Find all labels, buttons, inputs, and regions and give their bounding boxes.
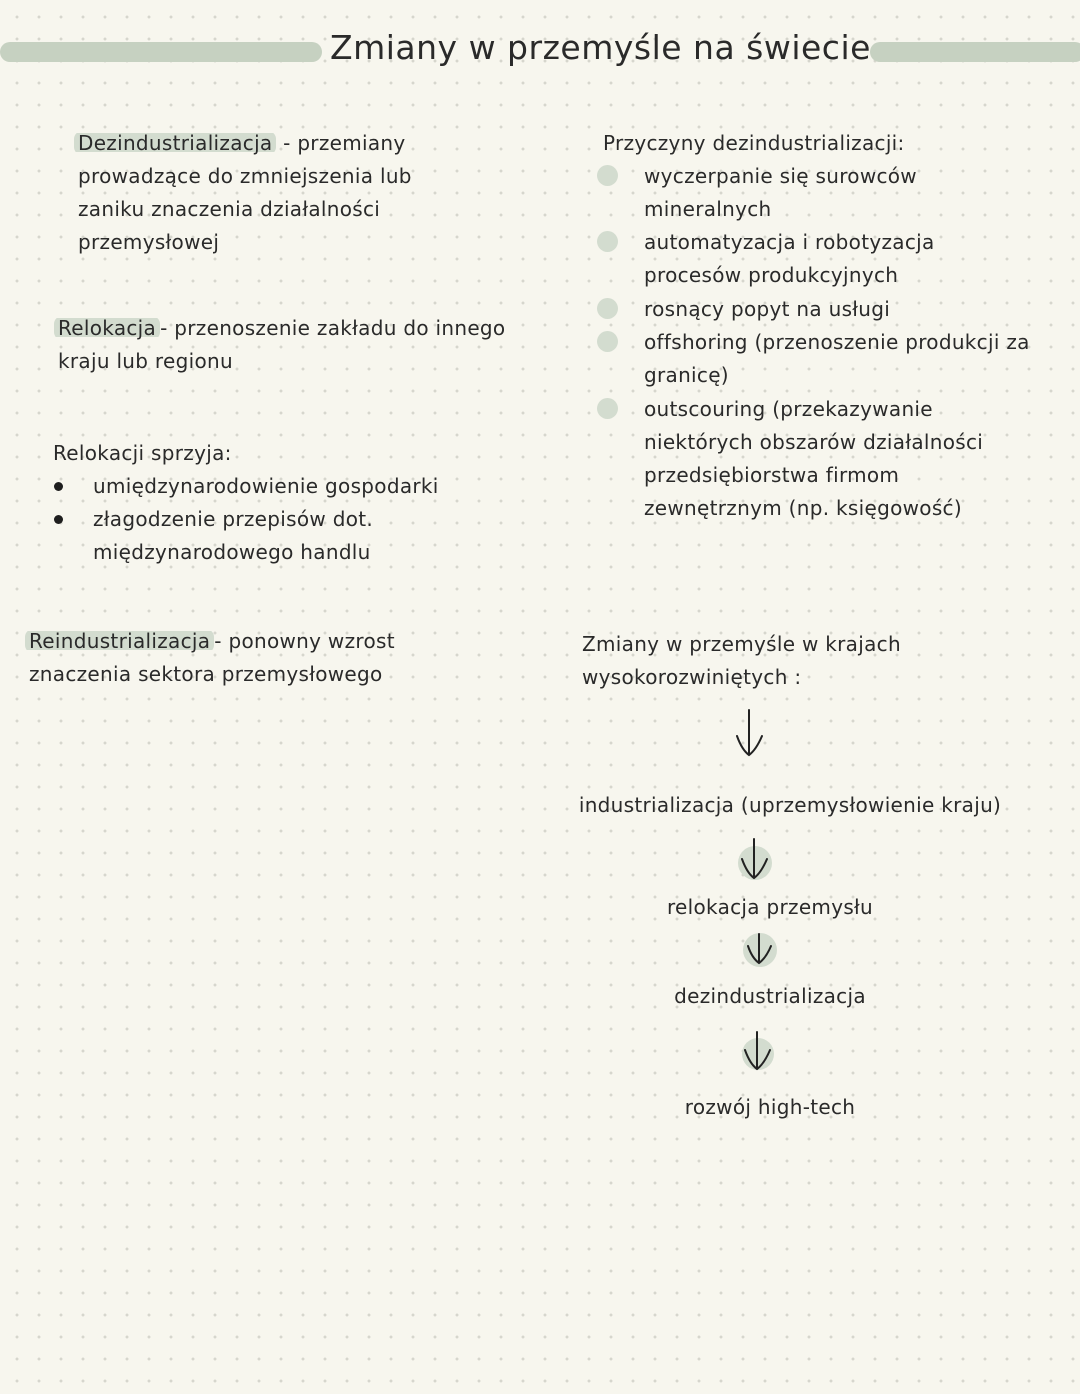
definition-relokacja (58, 312, 505, 378)
list-item-line: niektórych obszarów działalności (644, 430, 984, 454)
list-item (644, 326, 1030, 392)
bullet-icon (603, 237, 612, 246)
przyczyny-heading: Przyczyny dezindustrializacji: (603, 131, 905, 155)
definition-line: - ponowny wzrost (214, 629, 395, 653)
term-dezindustrializacja: Dezindustrializacja (74, 131, 276, 155)
title-decoration-right (870, 42, 1080, 62)
down-arrow-icon (732, 706, 768, 760)
list-item-line: outscouring (przekazywanie (644, 397, 933, 421)
list-item-line: złagodzenie przepisów dot. (93, 507, 374, 531)
title-decoration-left (0, 42, 322, 62)
flow-heading-line: wysokorozwiniętych : (582, 665, 802, 689)
term-reindustrializacja: Reindustrializacja (25, 629, 214, 653)
list-item: rosnący popyt na usługi (644, 297, 891, 321)
flow-heading-line: Zmiany w przemyśle w krajach (582, 632, 901, 656)
list-item-line: międzynarodowego handlu (93, 540, 371, 564)
definition-line: prowadzące do zmniejszenia lub (78, 164, 412, 188)
bullet-icon (603, 337, 612, 346)
definition-dezindustrializacja (78, 127, 412, 259)
flow-step-dezindustrializacja: dezindustrializacja (674, 984, 866, 1008)
bullet-icon (54, 515, 63, 524)
definition-line: znaczenia sektora przemysłowego (29, 662, 383, 686)
down-arrow-icon (736, 1026, 780, 1076)
list-item-line: granicę) (644, 363, 729, 387)
list-item-line: offshoring (przenoszenie produkcji za (644, 330, 1030, 354)
term-relokacja: Relokacja (54, 316, 160, 340)
list-item-line: procesów produkcyjnych (644, 263, 899, 287)
bullet-icon (603, 171, 612, 180)
list-item-line: przedsiębiorstwa firmom (644, 463, 900, 487)
down-arrow-icon (733, 833, 777, 885)
bullet-icon (603, 304, 612, 313)
relokacji-sprzyja-heading: Relokacji sprzyja: (53, 441, 232, 465)
list-item (93, 503, 373, 569)
list-item (644, 393, 983, 525)
definition-line: przemysłowej (78, 230, 220, 254)
definition-line: kraju lub regionu (58, 349, 233, 373)
list-item (644, 160, 917, 226)
definition-reindustrializacja (29, 625, 395, 691)
definition-line: - przemiany (276, 131, 406, 155)
list-item (644, 226, 935, 292)
list-item-line: mineralnych (644, 197, 772, 221)
bullet-icon (54, 482, 63, 491)
definition-line: zaniku znaczenia działalności (78, 197, 381, 221)
flow-step-relokacja: relokacja przemysłu (666, 895, 874, 919)
flow-heading (582, 628, 901, 694)
flow-step-industrializacja: industrializacja (uprzemysłowienie kraju) (578, 793, 1002, 817)
flow-step-high-tech: rozwój high-tech (684, 1095, 856, 1119)
list-item-line: zewnętrznym (np. księgowość) (644, 496, 962, 520)
bullet-icon (603, 404, 612, 413)
down-arrow-icon (738, 928, 782, 970)
page-title: Zmiany w przemyśle na świecie (330, 28, 871, 67)
list-item-line: automatyzacja i robotyzacja (644, 230, 935, 254)
list-item-line: wyczerpanie się surowców (644, 164, 917, 188)
definition-line: - przenoszenie zakładu do innego (160, 316, 506, 340)
list-item: umiędzynarodowienie gospodarki (93, 474, 439, 498)
